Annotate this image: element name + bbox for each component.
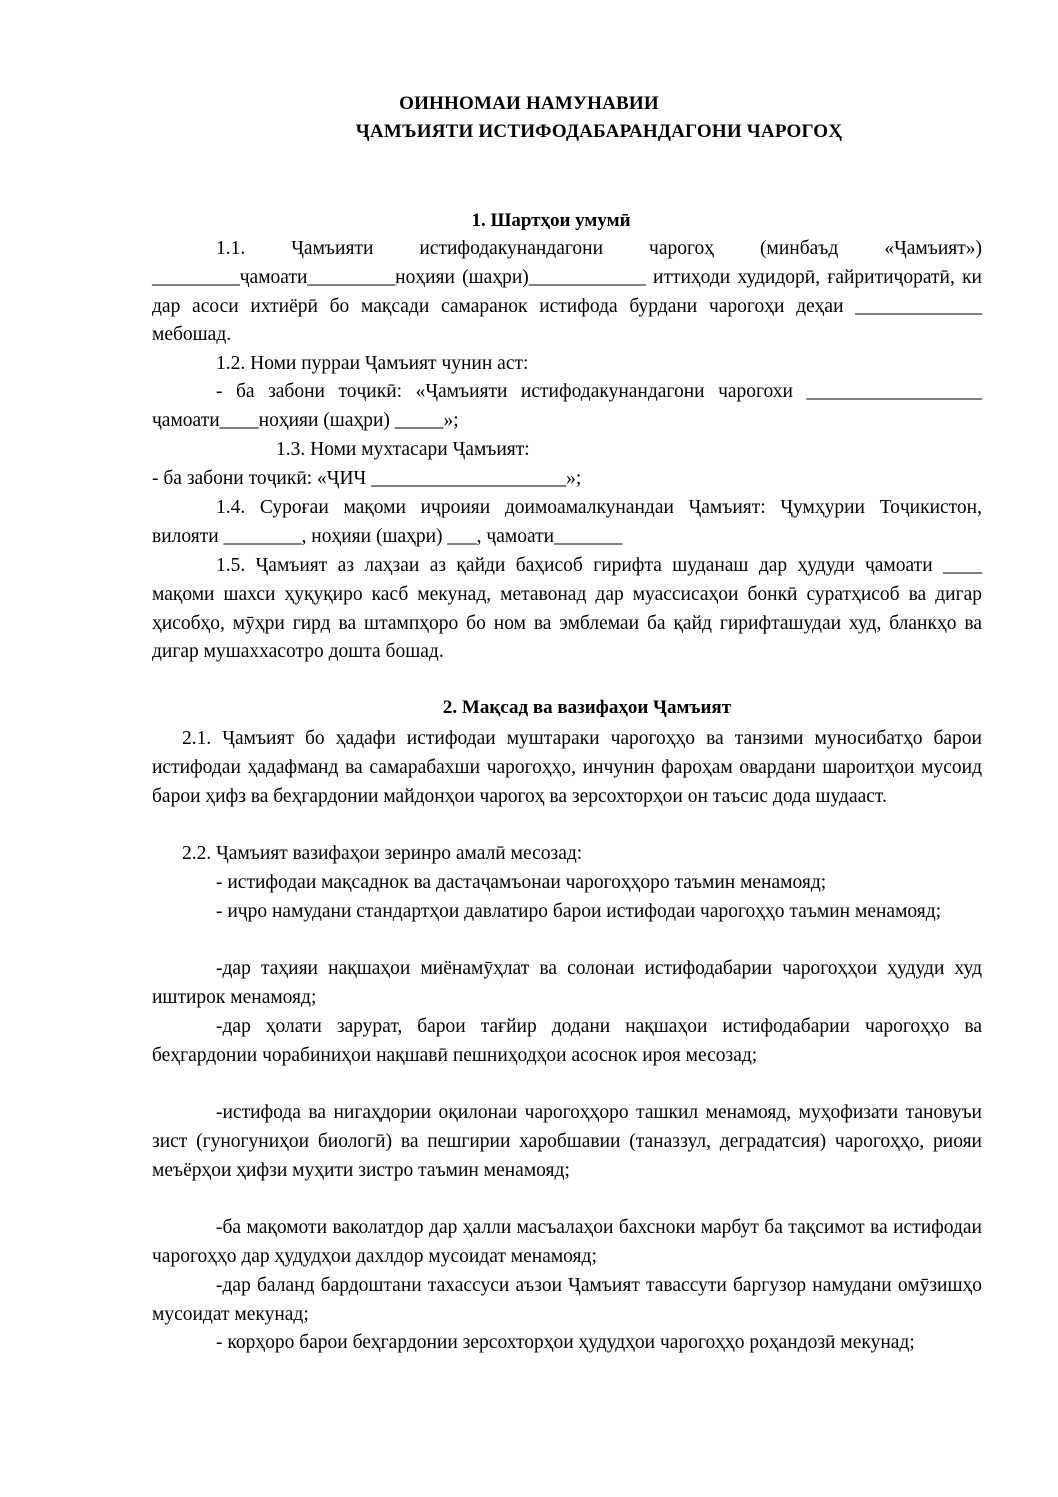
- paragraph-2-2: 2.2. Ҷамъият вазифаҳои зеринро амалӣ месозад:: [182, 843, 583, 864]
- paragraph-1-2: 1.2. Номи пурраи Ҷамъият чунин аст:: [216, 353, 529, 374]
- section-2-heading: 2. Мақсад ва вазифаҳои Ҷамъият: [442, 697, 732, 718]
- section-1-heading: 1. Шартҳои умумӣ: [471, 210, 631, 231]
- list-item: -ба мақомоти ваколатдор дар ҳалли масъалаҳои бахсноки марбут ба тақсимот ва истифодаи чарогоҳҳо дар ҳудудҳои дахлдор мусоидат менамояд;: [152, 1217, 982, 1267]
- list-item: -истифода ва нигаҳдории оқилонаи чарогоҳҳоро ташкил менамояд, муҳофизати тановуъи зист (гуногуниҳои биологӣ) ва пешгирии харобшавии (таназзул, деградатсия) чарогоҳҳо, риояи меъёрҳои ҳифзи муҳити зистро таъмин менамояд;: [152, 1102, 982, 1181]
- list-item: -дар таҳияи нақшаҳои миёнамӯҳлат ва солонаи истифодабарии чарогоҳҳои ҳудуди худ иштирок менамояд;: [152, 958, 982, 1008]
- list-item: -дар ҳолати зарурат, барои тағйир додани нақшаҳои истифодабарии чарогоҳҳо ва беҳгардонии чорабиниҳои нақшавӣ пешниҳодҳои асоснок ироя месозад;: [152, 1016, 982, 1066]
- list-item: - иҷро намудани стандартҳои давлатиро барои истифодаи чарогоҳҳо таъмин менамояд;: [216, 901, 942, 922]
- document-title-line-2: ҶАМЪИЯТИ ИСТИФОДАБАРАНДАГОНИ ЧАРОГОҲ: [355, 121, 843, 142]
- paragraph-1-4: 1.4. Суроғаи мақоми иҷроияи доимоамалкунандаи Ҷамъият: Ҷумҳурии Тоҷикистон, вилояти ________, ноҳияи (шаҳри) ___, ҷамоати_______: [152, 497, 982, 547]
- list-item: - корҳоро барои беҳгардонии зерсохторҳои ҳудудҳои чарогоҳҳо роҳандозӣ мекунад;: [216, 1332, 915, 1353]
- document-title-line-1: ОИННОМАИ НАМУНАВИИ: [399, 93, 659, 114]
- paragraph-1-3: 1.3. Номи мухтасари Ҷамъият:: [276, 439, 530, 460]
- paragraph-1-5: 1.5. Ҷамъият аз лаҳзаи аз қайди баҳисоб гирифта шуданаш дар ҳудуди ҷамоати ____ мақоми шахси ҳуқуқиро касб мекунад, метавонад дар муассисаҳои бонкӣ суратҳисоб ва дигар ҳисобҳо, мӯҳри гирд ва штампҳоро бо ном ва эмблемаи ба қайд гирифташудаи худ, бланкҳо ва дигар мушаххасотро дошта бошад.: [152, 555, 982, 663]
- paragraph-2-1: 2.1. Ҷамъият бо ҳадафи истифодаи муштараки чарогоҳҳо ва танзими муносибатҳо барои истифодаи ҳадафманд ва самарабахши чарогоҳҳо, инчунин фароҳам овардани шароитҳои мусоид барои ҳифз ва беҳгардонии майдонҳои чарогоҳ ва зерсохторҳои он таъсис дода шудааст.: [152, 728, 982, 807]
- paragraph-1-1: 1.1. Ҷамъияти истифодакунандагони чарогоҳ (минбаъд «Ҷамъият») _________ҷамоати_________ноҳияи (шаҳри)____________ иттиҳоди худидорӣ, ғайритиҷоратӣ, ки дар асоси ихтиёрӣ бо мақсади самаранок истифода бурдани чарогоҳи деҳаи _____________ мебошад.: [152, 238, 982, 346]
- paragraph-1-2-a: - ба забони тоҷикӣ: «Ҷамъияти истифодакунандагони чарогохи __________________ ҷамоати____ноҳияи (шаҳри) _____»;: [152, 381, 982, 431]
- paragraph-1-3-a: - ба забони тоҷикӣ: «ҶИЧ ____________________»;: [152, 468, 582, 489]
- list-item: - истифодаи мақсаднок ва дастаҷамъонаи чарогоҳҳоро таъмин менамояд;: [216, 872, 827, 893]
- list-item: -дар баланд бардоштани тахассуси аъзои Ҷамъият тавассути баргузор намудани омӯзишҳо мусоидат мекунад;: [152, 1275, 982, 1325]
